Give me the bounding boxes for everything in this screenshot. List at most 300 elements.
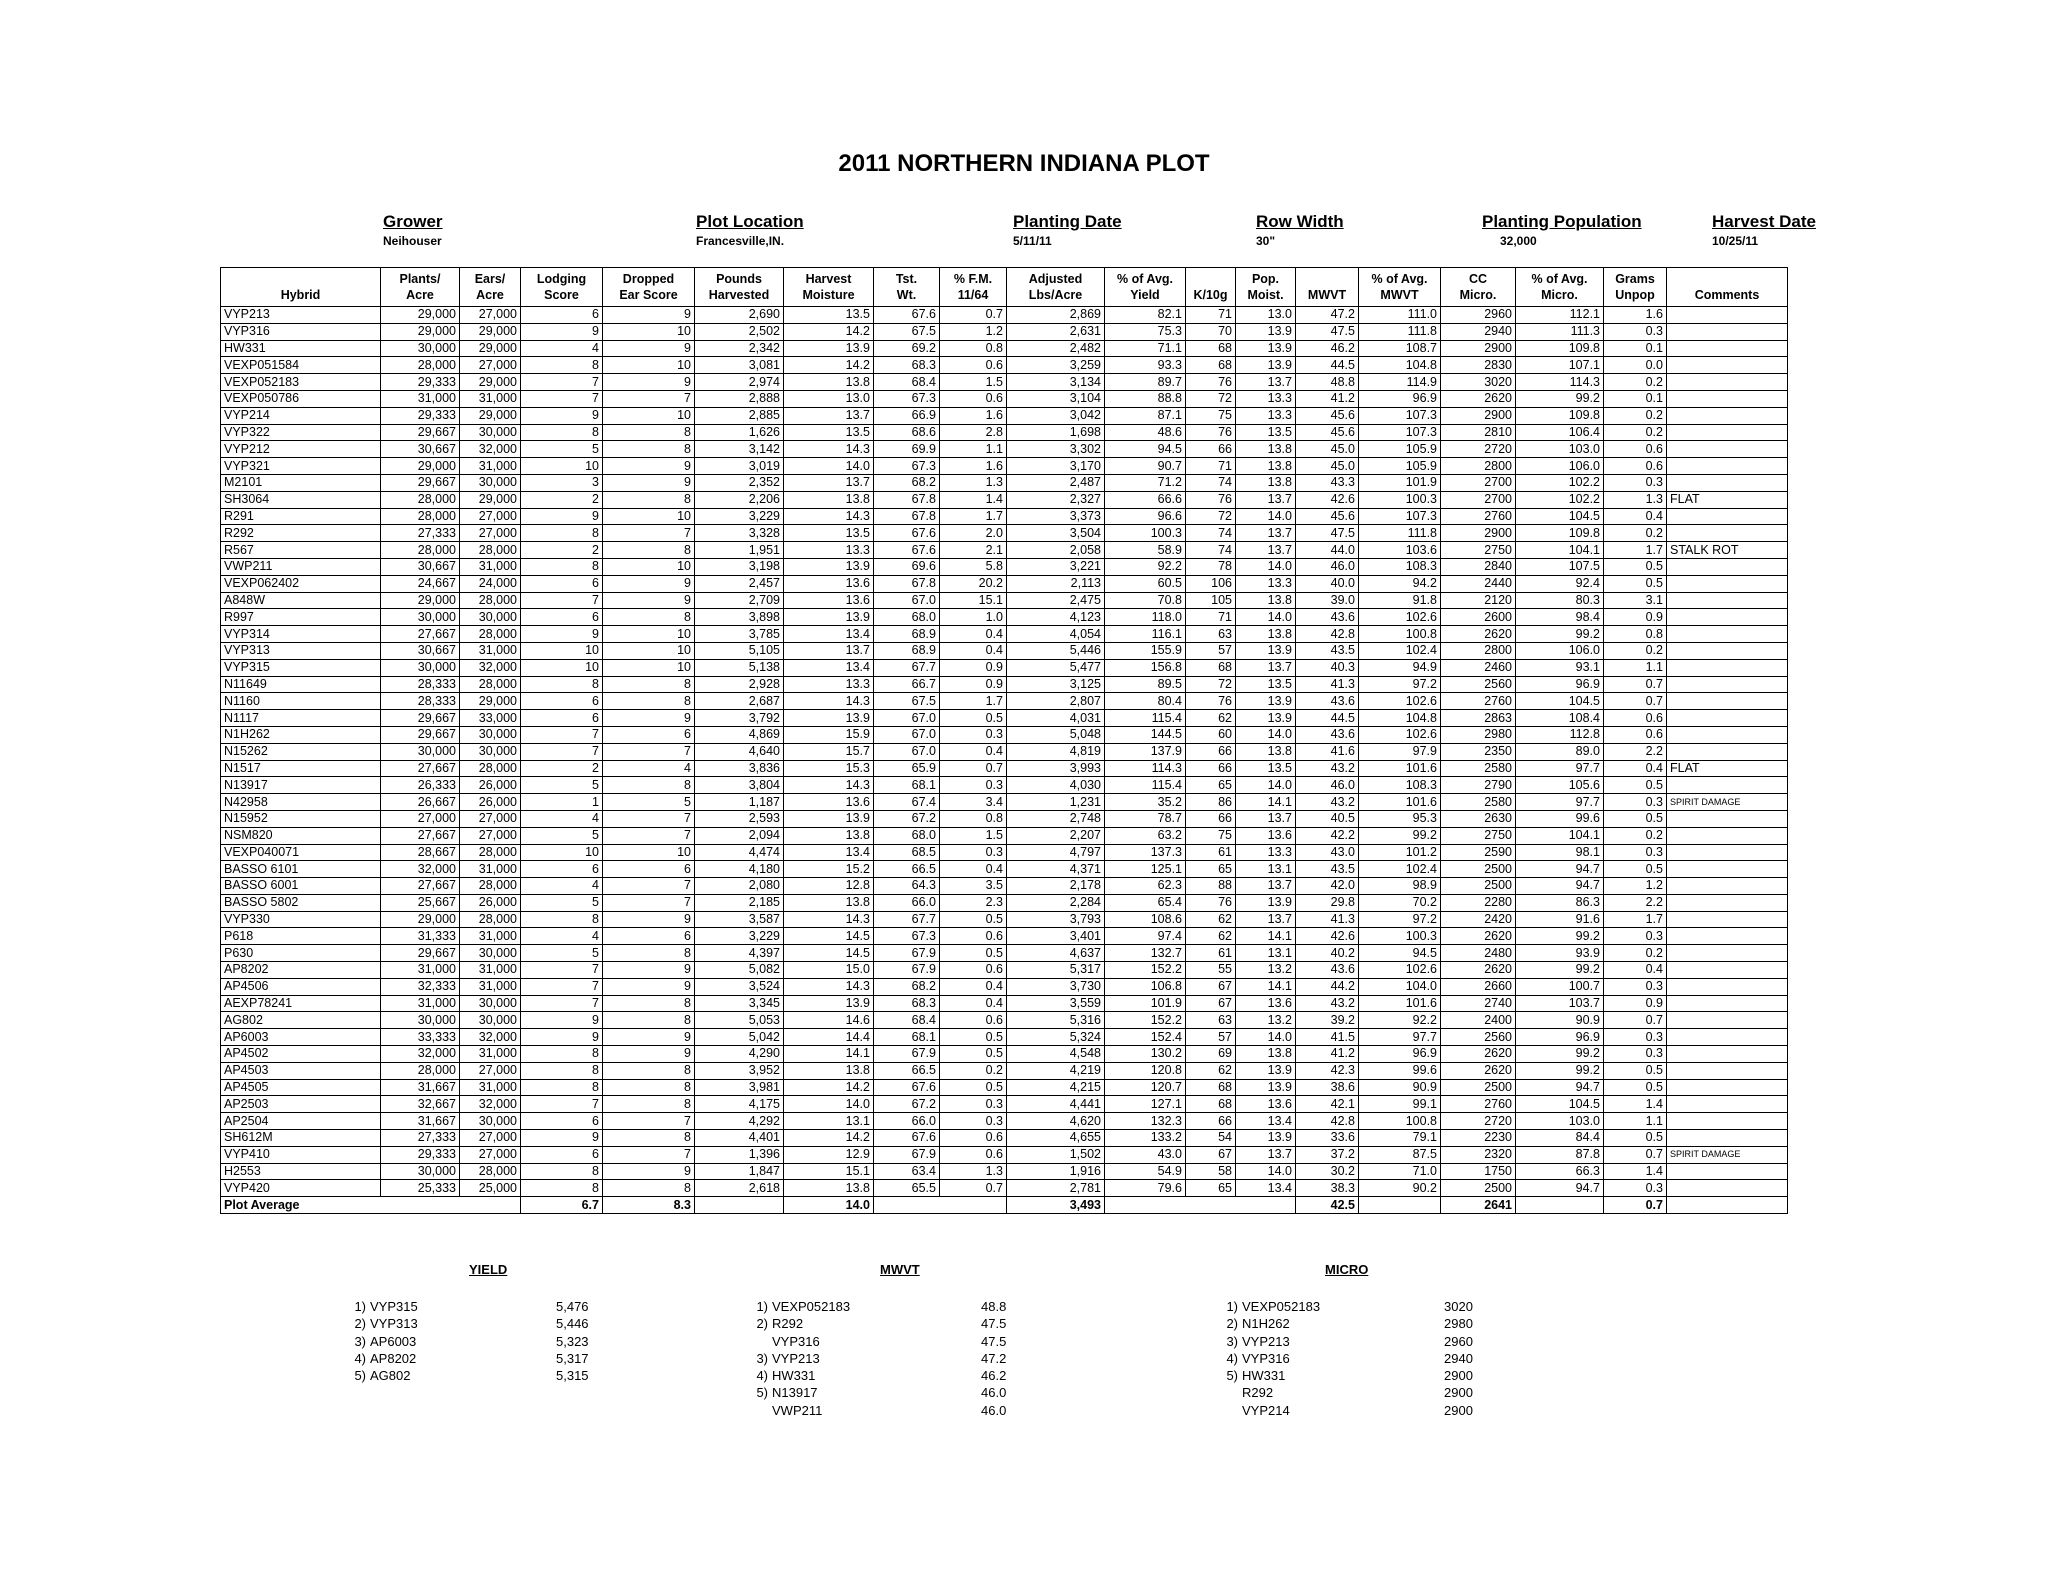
data-cell: 30,000 [381, 609, 460, 626]
data-cell: 13.7 [1236, 810, 1296, 827]
data-cell: 0.5 [940, 945, 1007, 962]
data-cell: 112.1 [1516, 307, 1604, 324]
data-cell: 28,667 [381, 844, 460, 861]
data-cell: 1.4 [940, 491, 1007, 508]
data-cell: 27,333 [381, 1130, 460, 1147]
data-cell: 68 [1186, 659, 1236, 676]
plot-location-value: Francesville,IN. [696, 234, 785, 248]
column-header [695, 268, 784, 307]
data-cell: 14.0 [1236, 1163, 1296, 1180]
ranking-value: 47.5 [981, 1333, 1007, 1349]
data-cell: 54 [1186, 1130, 1236, 1147]
data-cell: 1.0 [940, 609, 1007, 626]
data-cell: 3,142 [695, 441, 784, 458]
table-row [221, 978, 1788, 995]
data-cell: 5 [603, 794, 695, 811]
comment-cell: STALK ROT [1667, 542, 1788, 559]
data-cell: 67.0 [874, 726, 940, 743]
grower-value: Neihouser [383, 234, 442, 248]
column-header [521, 268, 603, 307]
ranking-entry [340, 1298, 418, 1315]
data-cell: 7 [603, 525, 695, 542]
data-cell: 13.6 [1236, 827, 1296, 844]
data-cell: 3,170 [1007, 458, 1105, 475]
ranking-entry [742, 1350, 850, 1367]
data-cell: 3,019 [695, 458, 784, 475]
data-cell: 66.3 [1516, 1163, 1604, 1180]
ranking-number: 5) [1226, 1368, 1238, 1384]
data-cell: 90.9 [1516, 1012, 1604, 1029]
data-cell: 13.0 [784, 390, 874, 407]
data-cell: 30,000 [460, 1113, 521, 1130]
comment-cell [1667, 474, 1788, 491]
data-cell: 0.3 [940, 1113, 1007, 1130]
data-cell: 3,730 [1007, 978, 1105, 995]
data-cell: 3,104 [1007, 390, 1105, 407]
data-cell: 43.0 [1105, 1146, 1186, 1163]
data-cell: 6 [521, 861, 603, 878]
data-cell: 13.9 [1236, 1062, 1296, 1079]
data-cell: 10 [521, 458, 603, 475]
data-cell: 6 [521, 710, 603, 727]
data-cell: 2960 [1441, 307, 1516, 324]
data-cell: 3,804 [695, 777, 784, 794]
data-cell: 1750 [1441, 1163, 1516, 1180]
data-cell: 0.9 [940, 676, 1007, 693]
data-cell: 3,081 [695, 357, 784, 374]
plot-average-value: 42.5 [1296, 1197, 1359, 1214]
data-cell: 9 [603, 1029, 695, 1046]
data-cell: 45.6 [1296, 424, 1359, 441]
ranking-number: 4) [1226, 1350, 1238, 1366]
data-cell: 43.6 [1296, 609, 1359, 626]
data-cell: 0.2 [1604, 424, 1667, 441]
data-cell: 4,215 [1007, 1079, 1105, 1096]
data-cell: 94.2 [1359, 575, 1441, 592]
data-cell: 13.8 [784, 1062, 874, 1079]
data-cell: 13.7 [1236, 374, 1296, 391]
data-cell: 98.9 [1359, 878, 1441, 895]
comment-cell [1667, 810, 1788, 827]
data-cell: 94.7 [1516, 878, 1604, 895]
data-cell: 13.0 [1236, 307, 1296, 324]
hybrid-cell: VYP316 [221, 323, 381, 340]
data-cell: 10 [603, 407, 695, 424]
data-cell: 0.7 [1604, 676, 1667, 693]
data-cell: 3,042 [1007, 407, 1105, 424]
data-cell: 104.5 [1516, 693, 1604, 710]
column-header-line2: MWVT [1380, 288, 1419, 302]
comment-cell [1667, 1130, 1788, 1147]
data-cell: 28,000 [460, 1163, 521, 1180]
data-cell: 3,373 [1007, 508, 1105, 525]
data-cell: 94.7 [1516, 1079, 1604, 1096]
data-cell: 15.1 [784, 1163, 874, 1180]
data-cell: 102.2 [1516, 491, 1604, 508]
ranking-value: 5,476 [556, 1299, 589, 1314]
data-cell: 4 [521, 878, 603, 895]
data-cell: 67.8 [874, 491, 940, 508]
data-cell: 9 [603, 1163, 695, 1180]
data-cell: 0.6 [940, 1012, 1007, 1029]
data-cell: 2440 [1441, 575, 1516, 592]
data-cell: 72 [1186, 390, 1236, 407]
data-cell: 2,869 [1007, 307, 1105, 324]
data-cell: 72 [1186, 676, 1236, 693]
data-cell: 13.7 [1236, 878, 1296, 895]
data-cell: 108.7 [1359, 340, 1441, 357]
data-cell: 31,000 [460, 642, 521, 659]
data-cell: 0.5 [940, 710, 1007, 727]
data-cell: 4,397 [695, 945, 784, 962]
comment-cell [1667, 978, 1788, 995]
data-cell: 66.7 [874, 676, 940, 693]
data-cell: 99.1 [1359, 1096, 1441, 1113]
data-cell: 9 [603, 474, 695, 491]
data-cell: 2,094 [695, 827, 784, 844]
data-cell: 101.9 [1359, 474, 1441, 491]
data-cell: 0.3 [1604, 1046, 1667, 1063]
data-cell: 13.8 [1236, 592, 1296, 609]
data-cell: 3,587 [695, 911, 784, 928]
data-cell: 4,180 [695, 861, 784, 878]
data-cell: 3,898 [695, 609, 784, 626]
data-cell: 2,593 [695, 810, 784, 827]
hybrid-cell: AP6003 [221, 1029, 381, 1046]
data-cell: 2700 [1441, 491, 1516, 508]
data-cell: 0.3 [1604, 1180, 1667, 1197]
data-cell: 1.6 [940, 458, 1007, 475]
ranking-entry [742, 1402, 850, 1419]
empty-cell [695, 1197, 784, 1214]
data-cell: 29,667 [381, 710, 460, 727]
data-cell: 93.9 [1516, 945, 1604, 962]
data-cell: 2460 [1441, 659, 1516, 676]
data-cell: 74 [1186, 542, 1236, 559]
data-cell: 14.5 [784, 928, 874, 945]
row-width-info [1256, 212, 1344, 248]
data-cell: 103.6 [1359, 542, 1441, 559]
comment-cell [1667, 1096, 1788, 1113]
data-cell: 4 [521, 810, 603, 827]
plot-location-info [696, 212, 804, 248]
plot-average-label: Plot Average [221, 1197, 381, 1214]
data-cell: 45.0 [1296, 441, 1359, 458]
data-cell: 67 [1186, 978, 1236, 995]
comment-cell: FLAT [1667, 491, 1788, 508]
data-cell: 2,690 [695, 307, 784, 324]
data-cell: 6 [521, 693, 603, 710]
column-header-line1 [223, 271, 378, 287]
comment-cell [1667, 374, 1788, 391]
ranking-value: 2900 [1444, 1385, 1473, 1401]
data-cell: 40.3 [1296, 659, 1359, 676]
data-cell: 45.0 [1296, 458, 1359, 475]
data-cell: 112.8 [1516, 726, 1604, 743]
column-header-line2: Micro. [1459, 288, 1497, 302]
hybrid-cell: N1H262 [221, 726, 381, 743]
data-cell: 28,000 [381, 357, 460, 374]
ranking-hybrid: AG802 [370, 1368, 411, 1384]
data-cell: 132.7 [1105, 945, 1186, 962]
column-header-line2: MWVT [1307, 288, 1347, 302]
data-cell: 2,807 [1007, 693, 1105, 710]
data-cell: 48.8 [1296, 374, 1359, 391]
data-cell: 68 [1186, 1079, 1236, 1096]
data-cell: 13.8 [784, 374, 874, 391]
data-cell: 10 [603, 642, 695, 659]
data-cell: 13.7 [784, 407, 874, 424]
table-row [221, 844, 1788, 861]
data-cell: 69.2 [874, 340, 940, 357]
table-row [221, 710, 1788, 727]
data-cell: 48.6 [1105, 424, 1186, 441]
column-header-line1: % of Avg. [1371, 272, 1428, 286]
data-cell: 2790 [1441, 777, 1516, 794]
data-cell: 5,446 [1007, 642, 1105, 659]
data-cell: 13.9 [1236, 357, 1296, 374]
data-cell: 5,138 [695, 659, 784, 676]
data-cell: 13.8 [784, 827, 874, 844]
data-cell: 15.0 [784, 962, 874, 979]
data-cell: 13.7 [1236, 911, 1296, 928]
data-cell: 32,000 [381, 1046, 460, 1063]
data-cell: 100.7 [1516, 978, 1604, 995]
data-cell: 67.7 [874, 659, 940, 676]
data-cell: 2760 [1441, 1096, 1516, 1113]
data-cell: 46.0 [1296, 777, 1359, 794]
comment-cell [1667, 945, 1788, 962]
data-cell: 54.9 [1105, 1163, 1186, 1180]
data-cell: 2830 [1441, 357, 1516, 374]
data-cell: 27,667 [381, 878, 460, 895]
hybrid-cell: VYP313 [221, 642, 381, 659]
data-cell: 94.9 [1359, 659, 1441, 676]
data-cell: 8 [603, 995, 695, 1012]
ranking-number: 5) [756, 1385, 768, 1401]
data-cell: 42.2 [1296, 827, 1359, 844]
data-cell: 7 [521, 743, 603, 760]
data-cell: 32,667 [381, 1096, 460, 1113]
data-cell: 94.7 [1516, 1180, 1604, 1197]
data-cell: 2500 [1441, 878, 1516, 895]
data-cell: 14.1 [1236, 928, 1296, 945]
data-cell: 13.9 [784, 558, 874, 575]
data-cell: 87.1 [1105, 407, 1186, 424]
data-cell: 2620 [1441, 1062, 1516, 1079]
hybrid-cell: VYP214 [221, 407, 381, 424]
data-cell: 13.8 [1236, 626, 1296, 643]
data-cell: 4,548 [1007, 1046, 1105, 1063]
data-cell: 2,885 [695, 407, 784, 424]
data-cell: 13.4 [1236, 1180, 1296, 1197]
data-cell: 29,667 [381, 945, 460, 962]
table-row [221, 1130, 1788, 1147]
data-cell: 31,000 [460, 390, 521, 407]
results-table [220, 267, 1788, 1214]
data-cell: 47.2 [1296, 307, 1359, 324]
data-cell: 65.5 [874, 1180, 940, 1197]
data-cell: 1,951 [695, 542, 784, 559]
data-cell: 2 [521, 760, 603, 777]
data-cell: 3,259 [1007, 357, 1105, 374]
data-cell: 99.2 [1516, 1062, 1604, 1079]
data-cell: 2,284 [1007, 894, 1105, 911]
top-mwvt-values [981, 1298, 1006, 1419]
data-cell: 100.3 [1105, 525, 1186, 542]
hybrid-cell: R291 [221, 508, 381, 525]
data-cell: 30,000 [381, 1012, 460, 1029]
data-cell: 13.9 [784, 340, 874, 357]
data-cell: 57 [1186, 1029, 1236, 1046]
data-cell: 2,888 [695, 390, 784, 407]
data-cell: 25,667 [381, 894, 460, 911]
data-cell: 82.1 [1105, 307, 1186, 324]
data-cell: 29,333 [381, 407, 460, 424]
data-cell: 2480 [1441, 945, 1516, 962]
data-cell: 2,178 [1007, 878, 1105, 895]
data-cell: 6 [603, 726, 695, 743]
data-cell: 2590 [1441, 844, 1516, 861]
data-cell: 10 [603, 357, 695, 374]
data-cell: 66 [1186, 743, 1236, 760]
comment-cell [1667, 508, 1788, 525]
data-cell: 116.1 [1105, 626, 1186, 643]
data-cell: 0.5 [1604, 777, 1667, 794]
data-cell: 67.6 [874, 307, 940, 324]
data-cell: 13.9 [784, 710, 874, 727]
data-cell: 67.9 [874, 945, 940, 962]
comment-cell [1667, 626, 1788, 643]
data-cell: 26,000 [460, 777, 521, 794]
data-cell: 15.9 [784, 726, 874, 743]
hybrid-cell: BASSO 6001 [221, 878, 381, 895]
comment-cell [1667, 962, 1788, 979]
data-cell: 100.8 [1359, 626, 1441, 643]
hybrid-cell: VEXP040071 [221, 844, 381, 861]
data-cell: 2.0 [940, 525, 1007, 542]
data-cell: 30,000 [381, 340, 460, 357]
ranking-hybrid: HW331 [1242, 1368, 1286, 1384]
data-cell: 104.0 [1359, 978, 1441, 995]
data-cell: 31,000 [460, 458, 521, 475]
data-cell: 99.2 [1516, 962, 1604, 979]
data-cell: 28,000 [460, 911, 521, 928]
data-cell: 106 [1186, 575, 1236, 592]
data-cell: 0.5 [940, 1046, 1007, 1063]
data-cell: 66 [1186, 1113, 1236, 1130]
data-cell: 2800 [1441, 458, 1516, 475]
data-cell: 30,000 [460, 1012, 521, 1029]
column-header-line2: Ear Score [619, 288, 678, 302]
data-cell: 3,302 [1007, 441, 1105, 458]
data-cell: 1.4 [1604, 1163, 1667, 1180]
data-cell: 0.6 [940, 357, 1007, 374]
data-cell: 70.8 [1105, 592, 1186, 609]
data-cell: 156.8 [1105, 659, 1186, 676]
data-cell: 9 [603, 340, 695, 357]
data-cell: 96.9 [1359, 390, 1441, 407]
table-row [221, 1062, 1788, 1079]
hybrid-cell: H2553 [221, 1163, 381, 1180]
data-cell: 28,000 [381, 508, 460, 525]
data-cell: 62 [1186, 928, 1236, 945]
data-cell: 29,000 [381, 307, 460, 324]
column-header-line1 [1298, 271, 1356, 287]
data-cell: 96.9 [1359, 1046, 1441, 1063]
hybrid-cell: NSM820 [221, 827, 381, 844]
data-cell: 0.1 [1604, 390, 1667, 407]
empty-cell [1516, 1197, 1604, 1214]
table-row [221, 642, 1788, 659]
data-cell: 144.5 [1105, 726, 1186, 743]
data-cell: 14.0 [1236, 777, 1296, 794]
hybrid-cell: N42958 [221, 794, 381, 811]
ranking-hybrid: VEXP052183 [1242, 1299, 1321, 1314]
data-cell: 0.3 [1604, 978, 1667, 995]
data-cell: 1.4 [1604, 1096, 1667, 1113]
data-cell: 25,333 [381, 1180, 460, 1197]
ranking-entry [742, 1315, 850, 1332]
data-cell: 1.1 [1604, 1113, 1667, 1130]
data-cell: 29,000 [381, 323, 460, 340]
data-cell: 101.6 [1359, 995, 1441, 1012]
data-cell: 1,626 [695, 424, 784, 441]
hybrid-cell: R567 [221, 542, 381, 559]
data-cell: 0.7 [1604, 1146, 1667, 1163]
data-cell: 24,000 [460, 575, 521, 592]
data-cell: 1,231 [1007, 794, 1105, 811]
data-cell: 7 [603, 894, 695, 911]
data-cell: 71 [1186, 307, 1236, 324]
table-row [221, 760, 1788, 777]
ranking-value: 46.2 [981, 1368, 1007, 1384]
data-cell: 66 [1186, 760, 1236, 777]
ranking-value: 5,317 [556, 1350, 589, 1366]
hybrid-cell: VYP330 [221, 911, 381, 928]
data-cell: 5,082 [695, 962, 784, 979]
data-cell: 3,793 [1007, 911, 1105, 928]
data-cell: 102.6 [1359, 609, 1441, 626]
data-cell: 42.8 [1296, 1113, 1359, 1130]
data-cell: 65 [1186, 777, 1236, 794]
data-cell: 2350 [1441, 743, 1516, 760]
data-cell: 7 [521, 592, 603, 609]
data-cell: 1,916 [1007, 1163, 1105, 1180]
data-cell: 7 [603, 810, 695, 827]
data-cell: 14.1 [784, 1046, 874, 1063]
data-cell: 8 [603, 693, 695, 710]
comment-cell: SPIRIT DAMAGE [1667, 1146, 1788, 1163]
data-cell: 27,000 [460, 307, 521, 324]
data-cell: 105 [1186, 592, 1236, 609]
data-cell: 57 [1186, 642, 1236, 659]
data-cell: 13.2 [1236, 1012, 1296, 1029]
data-cell: 66.0 [874, 1113, 940, 1130]
data-cell: 0.9 [940, 659, 1007, 676]
data-cell: 137.9 [1105, 743, 1186, 760]
data-cell: 67.6 [874, 542, 940, 559]
data-cell: 2620 [1441, 1046, 1516, 1063]
data-cell: 14.2 [784, 323, 874, 340]
data-cell: 76 [1186, 894, 1236, 911]
data-cell: 0.8 [940, 340, 1007, 357]
data-cell: 1,502 [1007, 1146, 1105, 1163]
data-cell: 67.8 [874, 575, 940, 592]
data-cell: 27,667 [381, 827, 460, 844]
ranking-number: 4) [354, 1350, 366, 1366]
comment-cell [1667, 609, 1788, 626]
